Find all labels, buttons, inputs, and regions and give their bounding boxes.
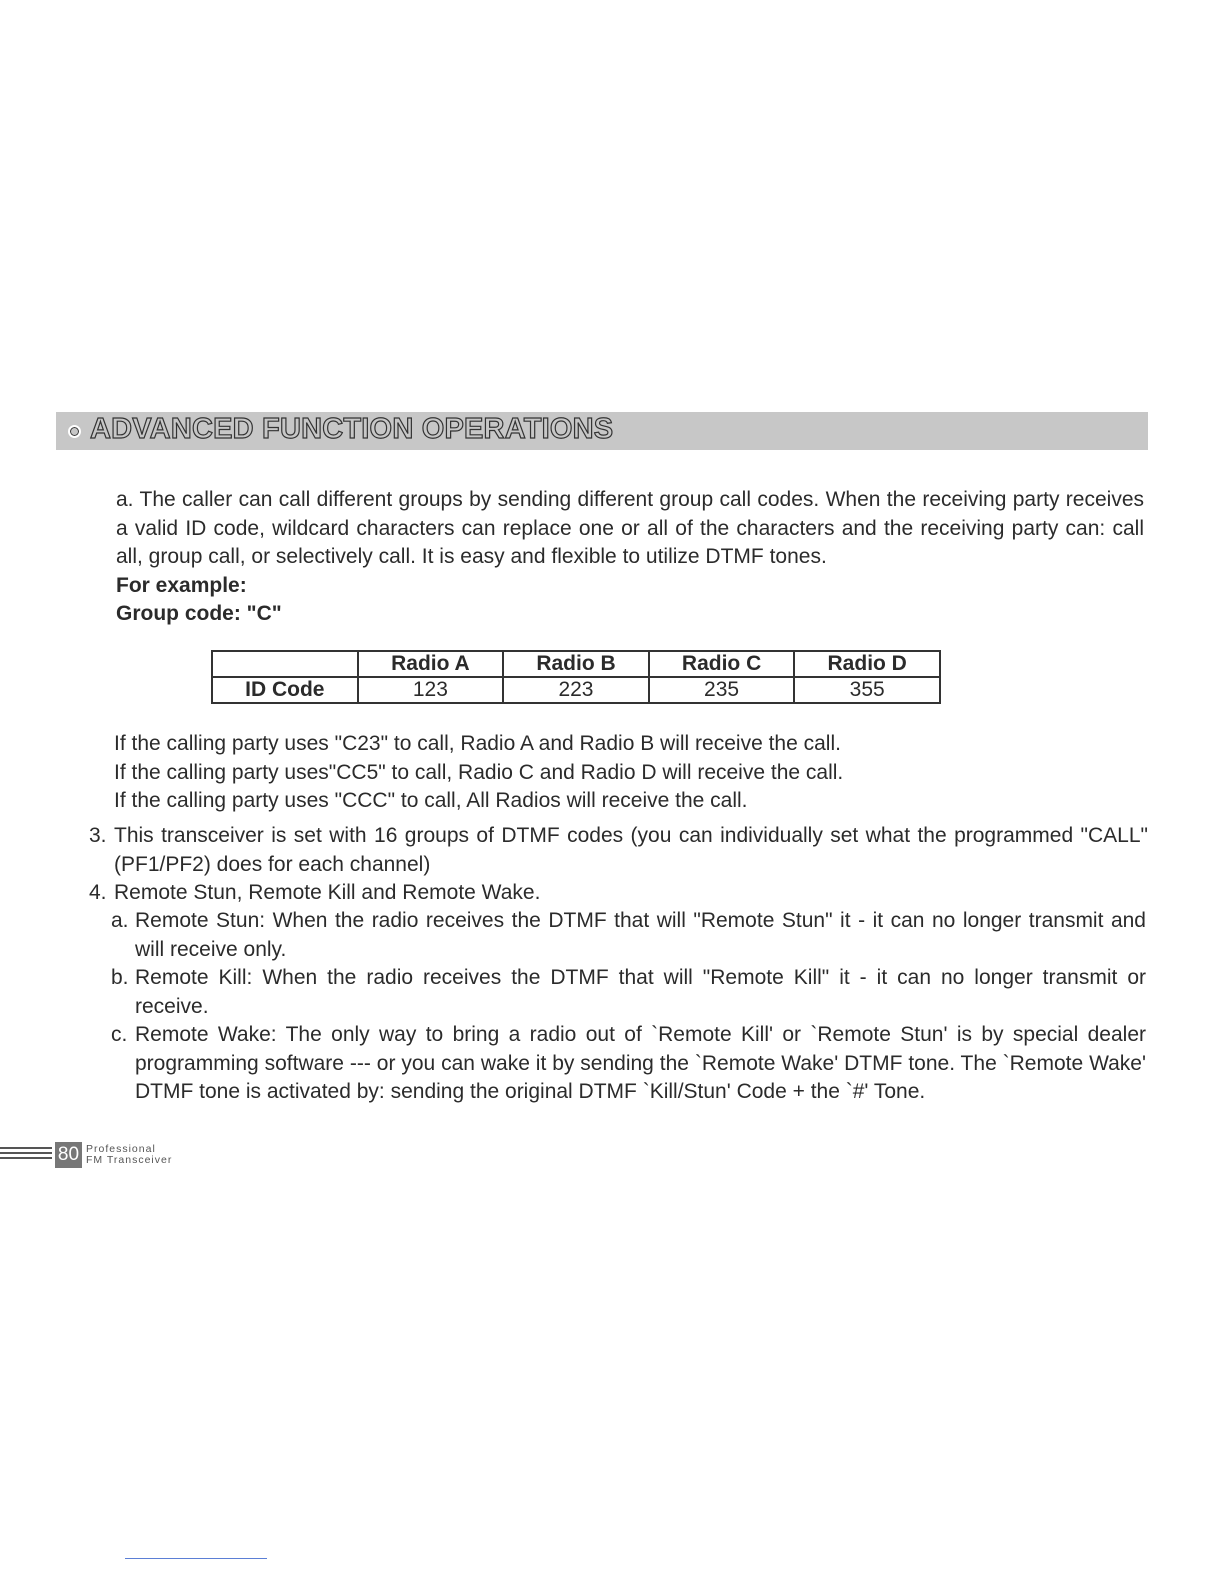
item-text: This transceiver is set with 16 groups of DTMF codes (you can individually set what the programmed "CALL" (PF1/PF2) does for each channel)	[114, 824, 1148, 876]
example-line: If the calling party uses "C23" to call, Radio A and Radio B will receive the call.	[114, 732, 841, 755]
item-letter: c.	[111, 1023, 128, 1046]
list-item-remote-kill	[111, 964, 1146, 1021]
section-header	[56, 412, 1148, 450]
item-letter: b.	[111, 966, 129, 989]
table-header-cell	[212, 651, 358, 677]
table-header-cell: Radio D	[794, 651, 940, 677]
table-cell: 223	[503, 677, 649, 703]
item-number: 4.	[89, 881, 107, 904]
item-number: 3.	[89, 824, 107, 847]
table-header-cell: Radio C	[649, 651, 795, 677]
page-number: 80	[55, 1142, 82, 1168]
intro-text: a. The caller can call different groups by sending different group call codes. When the receiving party receives a valid ID code, wildcard characters can replace one or all of the characters and the receiving party can: call all, group call, or selectively call. It is easy and flexible to utilize DTMF tones.	[116, 488, 1144, 568]
table-header-cell: Radio A	[358, 651, 504, 677]
footer-rule	[0, 1147, 52, 1161]
footer-line-1: Professional	[86, 1143, 156, 1155]
list-item-remote-stun	[111, 907, 1146, 964]
table-row-label: ID Code	[212, 677, 358, 703]
item-letter: a.	[111, 909, 129, 932]
example-line: If the calling party uses"CC5" to call, Radio C and Radio D will receive the call.	[114, 760, 844, 784]
example-line: If the calling party uses "CCC" to call, All Radios will receive the call.	[114, 789, 748, 812]
table-row	[212, 677, 940, 703]
item-text: Remote Kill: When the radio receives the DTMF that will "Remote Kill" it - it can no longer transmit or receive.	[135, 966, 1146, 1018]
item-text: Remote Stun, Remote Kill and Remote Wake.	[114, 881, 541, 904]
table-cell: 123	[358, 677, 504, 703]
list-item-3	[89, 822, 1148, 879]
table-cell: 235	[649, 677, 795, 703]
table-header-cell: Radio B	[503, 651, 649, 677]
table-cell: 355	[794, 677, 940, 703]
item-text: Remote Wake: The only way to bring a radio out of `Remote Kill' or `Remote Stun' is by special dealer programming software --- or you can wake it by sending the `Remote Wake' DTMF tone. The `Remote Wake' DTMF tone is activated by: sending the original DTMF `Kill/Stun' Code + the `#' Tone.	[135, 1023, 1146, 1103]
example-label: For example:	[116, 573, 247, 597]
bullet-circle-icon	[68, 425, 81, 438]
footer-label	[86, 1144, 172, 1166]
list-item-4	[89, 879, 1148, 908]
footer-line-2: FM Transceiver	[86, 1154, 173, 1166]
table-header-row	[212, 651, 940, 677]
examples-list	[114, 730, 843, 816]
section-title: ADVANCED FUNCTION OPERATIONS	[90, 413, 614, 445]
intro-paragraph	[116, 486, 1144, 629]
list-item-remote-wake	[111, 1021, 1146, 1107]
id-code-table	[211, 650, 941, 704]
item-text: Remote Stun: When the radio receives the DTMF that will "Remote Stun" it - it can no longer transmit and will receive only.	[135, 909, 1146, 961]
group-code: Group code: "C"	[116, 602, 282, 625]
link-underline	[125, 1558, 267, 1559]
